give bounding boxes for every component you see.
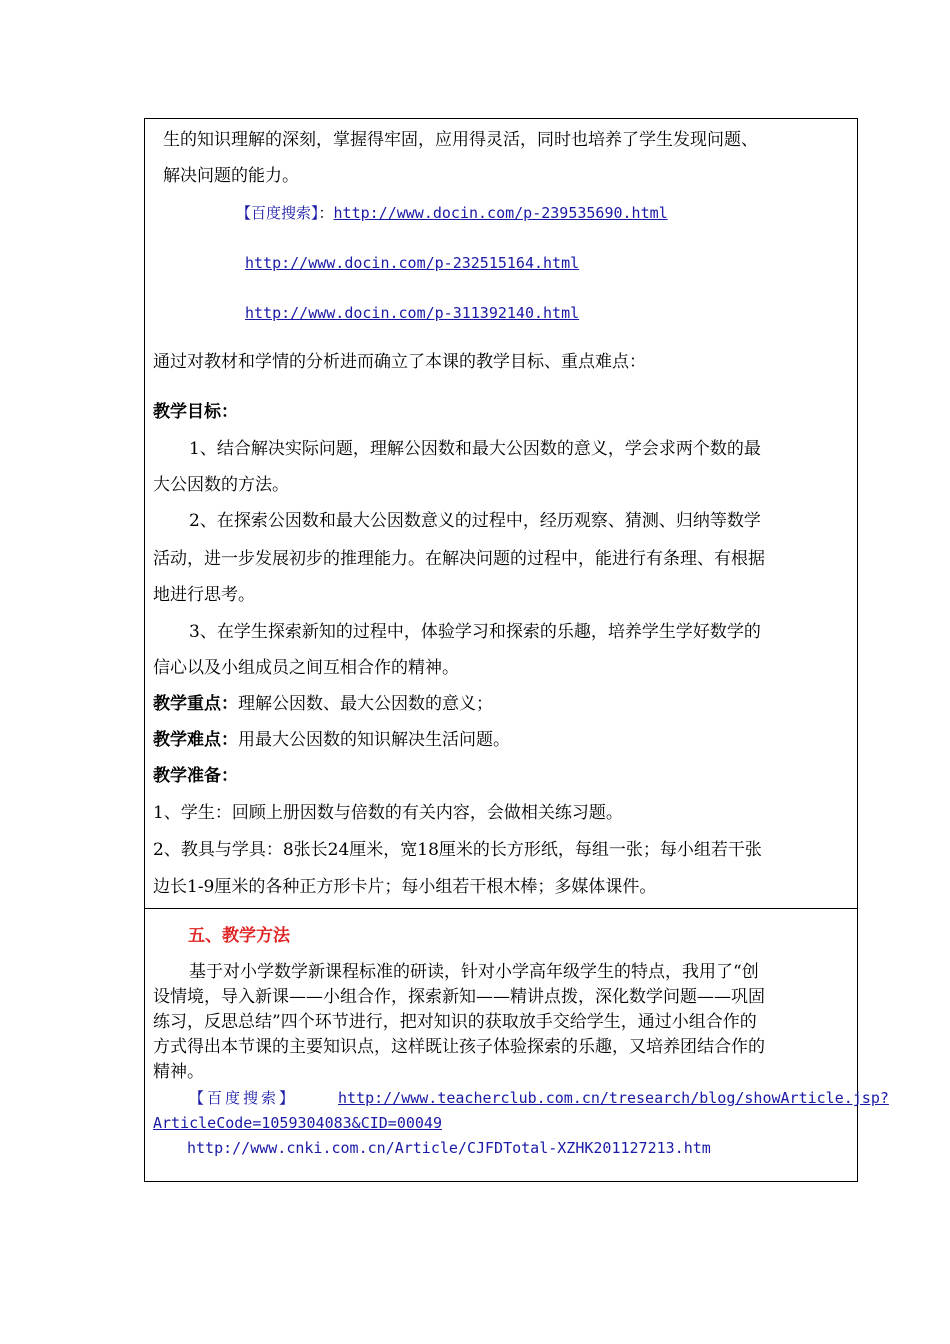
docin-link-2-row (245, 253, 579, 273)
intro-line-2: 解决问题的能力。 (163, 166, 299, 186)
prep-item-1: 1、学生：回顾上册因数与倍数的有关内容，会做相关练习题。 (153, 803, 623, 823)
teacherclub-link-part1-row (338, 1088, 889, 1108)
intro-line-1: 生的知识理解的深刻，掌握得牢固，应用得灵活，同时也培养了学生发现问题、 (163, 130, 758, 150)
teacherclub-link-part1[interactable]: http://www.teacherclub.com.cn/tresearch/blog/showArticle.jsp? (338, 1089, 889, 1107)
docin-link-1[interactable]: http://www.docin.com/p-239535690.html (333, 204, 668, 222)
teacherclub-link-part2-row (153, 1113, 442, 1133)
baidu-colon: ： (318, 204, 334, 222)
difficulty-label: 教学难点： (153, 730, 238, 750)
docin-link-3[interactable]: http://www.docin.com/p-311392140.html (245, 304, 580, 322)
row2-baidu-row (189, 1088, 297, 1108)
docin-link-2[interactable]: http://www.docin.com/p-232515164.html (245, 254, 580, 272)
analysis-text: 通过对教材和学情的分析进而确立了本课的教学目标、重点难点： (153, 352, 646, 372)
prep-item-2-line-2: 边长1-9厘米的各种正方形卡片；每小组若干根木棒；多媒体课件。 (153, 877, 657, 897)
baidu-search-label: 【百度搜索】 (236, 204, 319, 222)
cnki-link-row (187, 1138, 711, 1158)
difficulty-row (153, 730, 510, 750)
method-para-line-5: 精神。 (153, 1062, 204, 1082)
section-title: 五、教学方法 (188, 926, 290, 946)
goal-3-line-1: 3、在学生探索新知的过程中，体验学习和探索的乐趣，培养学生学好数学的 (189, 622, 761, 642)
goals-heading: 教学目标： (153, 402, 238, 422)
goal-2-line-1: 2、在探索公因数和最大公因数意义的过程中，经历观察、猜测、归纳等数学 (189, 511, 761, 531)
method-para-line-2: 设情境，导入新课——小组合作，探索新知——精讲点拨，深化数学问题——巩固 (153, 987, 765, 1007)
method-para-line-4: 方式得出本节课的主要知识点，这样既让孩子体验探索的乐趣，又培养团结合作的 (153, 1037, 765, 1057)
method-para-line-3: 练习，反思总结”四个环节进行，把对知识的获取放手交给学生，通过小组合作的 (153, 1012, 757, 1032)
goal-1-line-2: 大公因数的方法。 (153, 475, 289, 495)
method-para-line-1: 基于对小学数学新课程标准的研读，针对小学高年级学生的特点，我用了“创 (189, 962, 759, 982)
goal-3-line-2: 信心以及小组成员之间互相合作的精神。 (153, 658, 459, 678)
docin-link-3-row (245, 303, 579, 323)
goal-2-line-3: 地进行思考。 (153, 585, 255, 605)
teacherclub-link-part2[interactable]: ArticleCode=1059304083&CID=00049 (153, 1114, 442, 1132)
goal-2-line-2: 活动，进一步发展初步的推理能力。在解决问题的过程中，能进行有条理、有根据 (153, 549, 765, 569)
cnki-link[interactable]: http://www.cnki.com.cn/Article/CJFDTotal-XZHK201127213.htm (187, 1139, 711, 1157)
row-divider (144, 908, 858, 909)
key-point-label: 教学重点： (153, 694, 238, 714)
row2-baidu-label: 【百度搜索】 (189, 1089, 298, 1107)
prep-item-2-line-1: 2、教具与学具：8张长24厘米，宽18厘米的长方形纸，每组一张；每小组若干张 (153, 840, 762, 860)
difficulty-text: 用最大公因数的知识解决生活问题。 (238, 730, 510, 750)
key-point-text: 理解公因数、最大公因数的意义； (238, 694, 493, 714)
goal-1-line-1: 1、结合解决实际问题，理解公因数和最大公因数的意义，学会求两个数的最 (189, 439, 761, 459)
prep-heading: 教学准备： (153, 766, 238, 786)
baidu-search-row (236, 203, 668, 223)
key-point-row (153, 694, 493, 714)
